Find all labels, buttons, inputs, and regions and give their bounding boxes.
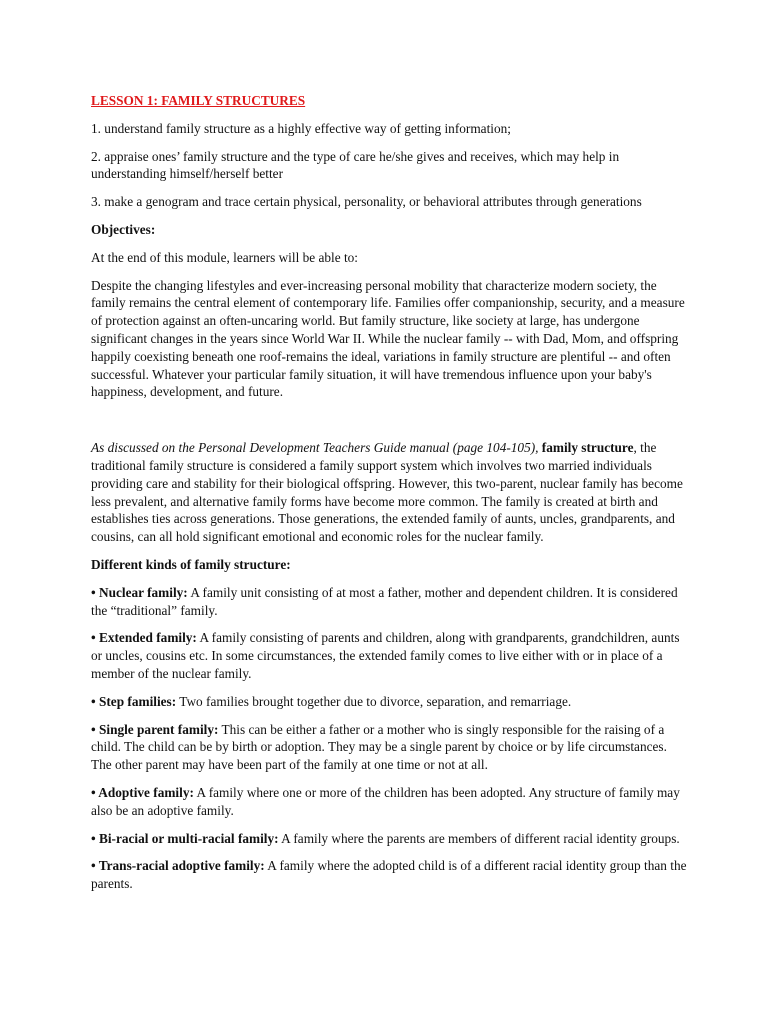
kind-description: This can be either a father or a mother who is singly responsible for the raising of a child. The child can be by birth or adoption. They may be a single parent by choice or by life circumstances. The other parent may have been part of the family at one time or not at all. — [91, 721, 667, 773]
key-term: family structure — [541, 440, 634, 456]
paragraph-body: , the traditional family structure is considered a family support system which involves two married individuals providing care and stability for their biological offspring. However, this two-parent, nuclear family has become less prevalent, and alternative family forms have become more common. The family is created at birth and establishes ties across generations. Those generations, the extended family of aunts, uncles, grandparents, and cousins, can all hold significant emotional and economic roles for the nuclear family. — [91, 440, 683, 545]
kind-description: A family where the adopted child is of a different racial identity group than the parents. — [91, 858, 687, 892]
spacer — [91, 411, 687, 439]
kind-nuclear — [91, 584, 687, 620]
list-item-3: 3. make a genogram and trace certain physical, personality, or behavioral attributes through generations — [91, 194, 642, 210]
list-item-2: 2. appraise ones’ family structure and the type of care he/she gives and receives, which may help in understanding himself/herself better — [91, 148, 620, 182]
kind-extended — [91, 629, 687, 682]
kind-term: • Extended family: — [91, 630, 197, 646]
kind-multi-racial — [91, 830, 687, 848]
kind-term: • Single parent family: — [91, 721, 219, 737]
kind-term: • Bi-racial or multi-racial family: — [91, 830, 279, 846]
reference-text: As discussed on the Personal Development Teachers Guide manual (page 104-105), — [91, 440, 539, 456]
kind-description: A family unit consisting of at most a father, mother and dependent children. It is considered the “traditional” family. — [91, 584, 678, 618]
kind-description: A family where the parents are members of different racial identity groups. — [281, 830, 680, 846]
kind-term: • Nuclear family: — [91, 584, 188, 600]
paragraph-family-structure — [91, 439, 687, 546]
kind-description: A family consisting of parents and children, along with grandparents, grandchildren, aunts or uncles, cousins etc. In some circumstances, the extended family comes to live either with or in place of a member of the nuclear family. — [91, 630, 680, 681]
list-item-1: 1. understand family structure as a highly effective way of getting information; — [91, 120, 511, 136]
kind-adoptive — [91, 784, 687, 820]
kind-term: • Step families: — [91, 693, 177, 709]
kinds-heading: Different kinds of family structure: — [91, 556, 291, 572]
kind-term: • Trans-racial adoptive family: — [91, 858, 265, 874]
kind-trans-racial — [91, 857, 687, 893]
kind-single-parent — [91, 721, 687, 774]
lesson-title: LESSON 1: FAMILY STRUCTURES — [91, 93, 306, 108]
kind-description: A family where one or more of the children has been adopted. Any structure of family may also be an adoptive family. — [91, 784, 680, 818]
kind-step — [91, 693, 687, 711]
paragraph-intro: Despite the changing lifestyles and ever-increasing personal mobility that characterize modern society, the family remains the central element of contemporary life. Families offer companionship, security, and a measure of protection against an often-uncaring world. But family structure, like society at large, has undergone significant changes in the years since World War II. While the nuclear family -- with Dad, Mom, and offspring happily coexisting beneath one roof-remains the ideal, variations in family structure are plentiful -- and often successful. Whatever your particular family situation, it will have tremendous influence upon your baby's happiness, development, and future. — [91, 277, 685, 400]
document-content — [91, 92, 687, 903]
objectives-heading: Objectives: — [91, 221, 156, 237]
kind-description: Two families brought together due to divorce, separation, and remarriage. — [179, 693, 572, 709]
kind-term: • Adoptive family: — [91, 784, 194, 800]
objectives-intro: At the end of this module, learners will be able to: — [91, 249, 358, 265]
